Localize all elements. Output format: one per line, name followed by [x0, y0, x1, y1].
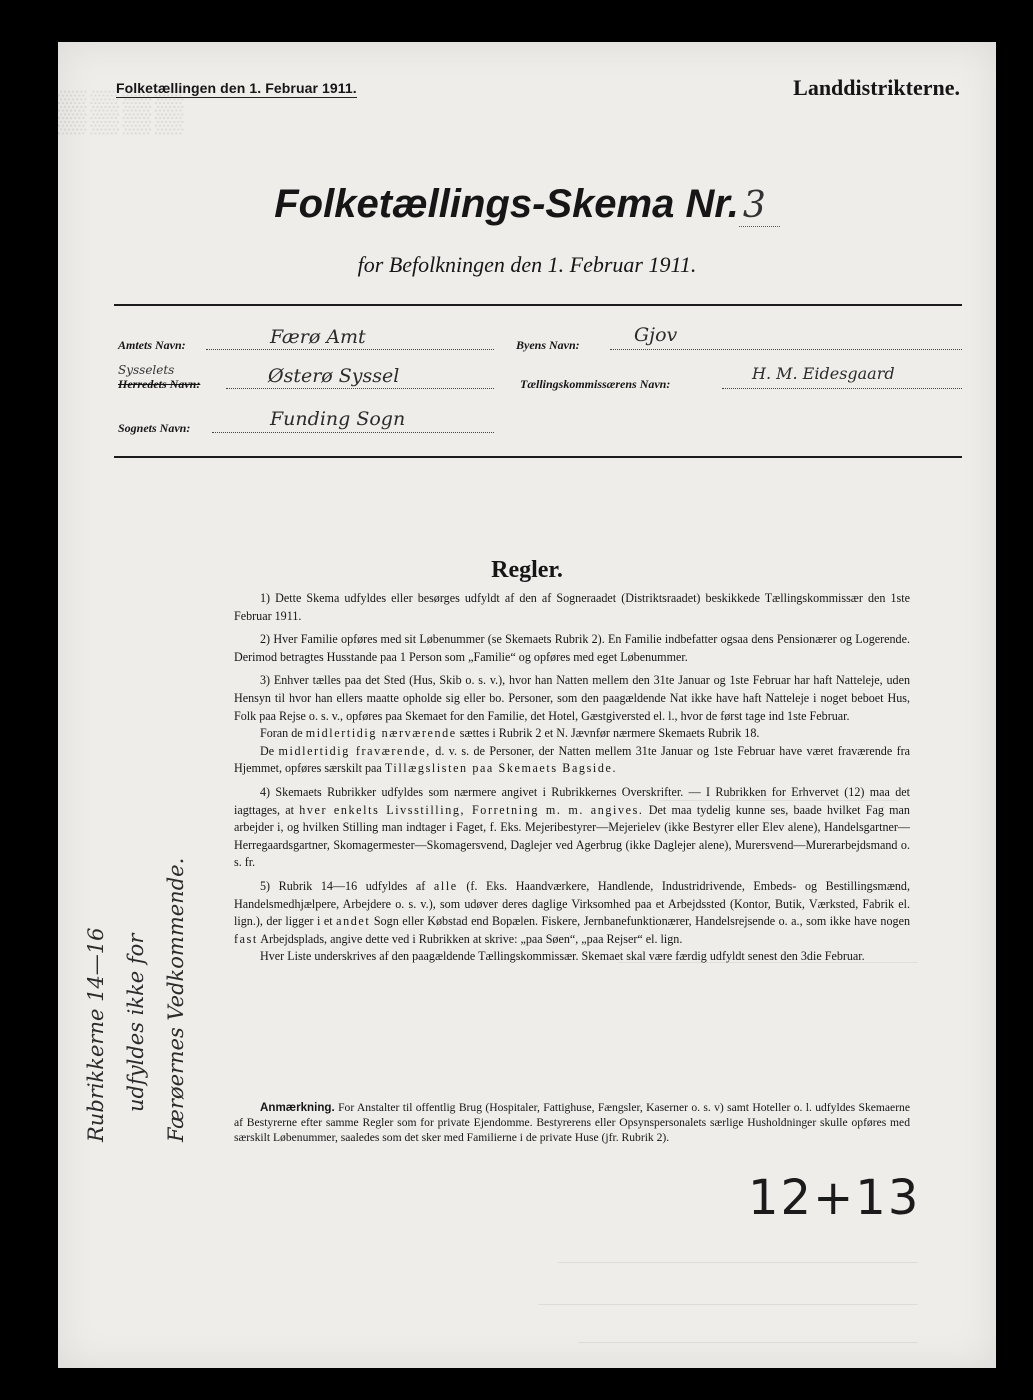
- kommissaer-value: H. M. Eidesgaard: [752, 364, 895, 383]
- rule-1: 1) Dette Skema udfyldes eller besørges udfyldt af den af Sogneraadet (Distriktsraadet) beskikkede Tællingskommissær den 1ste Februar 1911.: [234, 591, 910, 623]
- top-divider: [114, 304, 962, 306]
- rule-5-spaced: alle: [433, 878, 458, 893]
- rule-5-spaced-2: andet: [336, 914, 371, 929]
- byen-value: Gjov: [634, 324, 678, 346]
- rule-5-d: Arbejdsplads, angive dette ved i Rubrikken at skrive: „paa Søen“, „paa Rejser“ el. lign.: [260, 931, 683, 946]
- bleed-through-4: [538, 1304, 918, 1305]
- rule-3c-spaced-2: Tillægslisten paa Skemaets Bagside.: [384, 761, 618, 776]
- handwritten-total: 12+13: [748, 1170, 921, 1226]
- rule-3c-spaced: midlertidig fraværende,: [278, 743, 431, 758]
- form-subtitle: for Befolkningen den 1. Februar 1911.: [357, 252, 697, 277]
- annotation-paragraph: [234, 1100, 910, 1145]
- rules-heading: Regler.: [491, 557, 563, 583]
- margin-note-text: [76, 858, 196, 1142]
- bleed-through-5: [578, 1342, 918, 1343]
- header-district-type: Landdistrikterne.: [793, 75, 960, 100]
- herred-value: Østerø Syssel: [268, 365, 400, 387]
- herred-label-text: Herredets Navn:: [118, 377, 201, 391]
- amt-value: Færø Amt: [270, 326, 366, 348]
- bleed-through-2: [618, 962, 918, 963]
- rule-5-spaced-3: fast: [234, 931, 258, 946]
- rule-4-a: 4) Skemaets Rubrikker udfyldes som nærmere angivet i Rubrikkernes Overskrifter. — I Rubrikken for Erhvervet (12) maa det iagttages, at: [234, 784, 910, 817]
- rule-5-a: 5) Rubrik 14—16 udfyldes af: [260, 878, 426, 893]
- form-number-handwritten: 3: [739, 185, 780, 227]
- rule-5-c: Sogn eller Købstad end Bopælen. Fiskere, Jernbanefunktionærer, Handelsrejsende o. a., som ikke have nogen: [373, 914, 910, 929]
- header-census-date: Folketællingen den 1. Februar 1911.: [116, 80, 357, 96]
- form-title: [58, 182, 996, 227]
- bleed-through-3: [558, 1262, 918, 1263]
- amt-label: Amtets Navn:: [118, 338, 186, 352]
- bottom-divider: [114, 456, 962, 458]
- bleed-through-1: [658, 800, 898, 801]
- rule-6: Hver Liste underskrives af den paagældende Tællingskommissær. Skemaet skal være færdig udfyldt senest den 3die Februar.: [260, 949, 865, 964]
- rule-3c: [234, 743, 910, 778]
- rule-3c-b: d. v. s. de Personer, der Natten mellem 31te Januar og 1ste Februar have været fraværende fra Hjemmet, opføres særskilt paa: [234, 743, 911, 776]
- sogn-label: Sognets Navn:: [118, 421, 191, 435]
- rule-3b-b: sættes i Rubrik 2 et N. Jævnfør nærmere Skemaets Rubrik 18.: [459, 726, 760, 741]
- sogn-value: Funding Sogn: [270, 408, 406, 430]
- margin-note-line-3: Færøernes Vedkommende.: [164, 857, 188, 1142]
- byen-label: Byens Navn:: [516, 338, 580, 352]
- annotation-text: For Anstalter til offentlig Brug (Hospitaler, Fattighuse, Fængsler, Kaserner o. s. v) samt Hoteller o. l. udfyldes Skemaerne af Bestyrerne efter samme Regler som for private Ejendomme. Bestyrerens eller Opsynspersonalets særlige Husholdninger skulle opføres med særskilt Løbenummer, saaledes som det sker med Familierne i de private Huse (jfr. Rubrik 2).: [234, 1101, 910, 1144]
- kommissaer-label: Tællingskommissærens Navn:: [520, 377, 671, 391]
- form-title-text: Folketællings-Skema Nr.: [274, 182, 739, 226]
- herred-correction: Sysselets: [118, 363, 175, 377]
- rule-3c-a: De: [260, 743, 275, 758]
- margin-note-line-1: Rubrikkerne 14—16: [84, 927, 108, 1142]
- faint-stamp-bleed: ▒▒▒▒: [58, 88, 188, 133]
- rule-3: 3) Enhver tælles paa det Sted (Hus, Skib o. s. v.), hvor han Natten mellem den 31te Januar og 1ste Februar har haft Natteleje, uden Hensyn til hvor han ellers maatte opholde sig eller bo. Personer, som den paagældende Nat ikke have haft Natteleje i noget beboet Hus, Folk paa Rejse o. s. v., opføres paa Skemaet for den Familie, det Hotel, Gæstgiversted el. l., hvor de først tage ind 1ste Februar.: [234, 673, 910, 723]
- rule-4-b: Det maa tydelig kunne ses, baade hvilket Fag man arbejder i, og hvilken Stilling man indtager i Faget, f. Eks. Mejeribestyrer—Mejerielev (ikke Bestyrer eller Elev alene), Handelsgartner—Herregaardsgartner, Skomagermester—Skomagersvend, Daglejer ved Agerbrug (ikke Daglejer alene), Murersvend—Murerarbejdsmand o. s. fr.: [234, 802, 910, 870]
- rule-5-b: (f. Eks. Haandværkere, Handlende, Industridrivende, Embeds- og Bestillingsmænd, Handelsmedhjælpere, Arbejdere o. s. v.), som udøver deres daglige Virksomhed paa et Arbejdssted (Kontor, Butik, Værksted, Fabrik el. lign.), der ligger i et: [234, 878, 911, 929]
- census-form-page: [58, 42, 996, 1368]
- rule-5: [234, 878, 910, 948]
- herred-label: [118, 377, 200, 392]
- rule-2: 2) Hver Familie opføres med sit Løbenummer (se Skemaets Rubrik 2). En Familie indbefatter ogsaa dens Pensionærer og Logerende. Derimod betragtes Husstande paa 1 Person som „Familie“ og opføres med eget Løbenummer.: [234, 632, 910, 664]
- rule-3b: [234, 725, 910, 743]
- rule-4: [234, 784, 910, 872]
- annotation-note: [234, 1100, 910, 1145]
- rule-4-spaced: hver enkelts Livsstilling, Forretning m. m. angives.: [299, 802, 644, 817]
- rule-3b-spaced: midlertidig nærværende: [305, 726, 457, 741]
- rule-3b-a: Foran de: [260, 726, 303, 741]
- annotation-label: Anmærkning.: [260, 1101, 335, 1114]
- margin-note-line-2: udfyldes ikke for: [124, 933, 148, 1112]
- rules-body: [234, 590, 910, 972]
